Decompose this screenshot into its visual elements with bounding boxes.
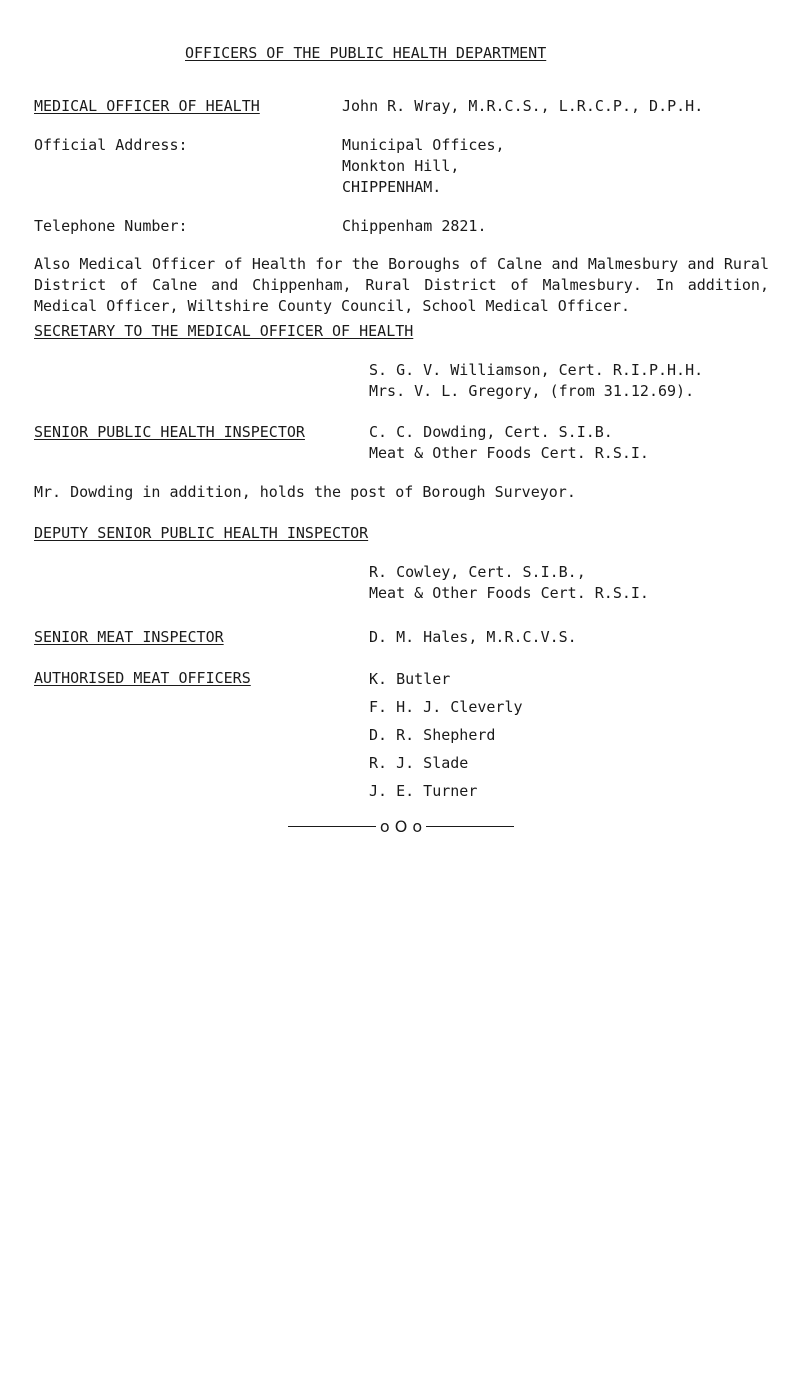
meat-officer-2: F. H. J. Cleverly — [369, 698, 523, 716]
authorised-meat-heading: AUTHORISED MEAT OFFICERS — [34, 669, 251, 687]
moh-name: John R. Wray, M.R.C.S., L.R.C.P., D.P.H. — [342, 97, 704, 115]
divider-mark: o O o — [379, 816, 423, 836]
senior-phi-note: Mr. Dowding in addition, holds the post of Borough Surveyor. — [34, 483, 576, 501]
moh-note: Also Medical Officer of Health for the Boroughs of Calne and Malmesbury and Rural District of Calne and Chippenham, Rural District of Malmesbury. In addition, Medical Officer, Wiltshire County Council, School Medical Officer. — [34, 255, 769, 315]
senior-phi-line-1: C. C. Dowding, Cert. S.I.B. — [369, 423, 613, 441]
senior-phi-heading: SENIOR PUBLIC HEALTH INSPECTOR — [34, 423, 305, 441]
telephone-label: Telephone Number: — [34, 217, 188, 235]
meat-officer-1: K. Butler — [369, 670, 451, 688]
meat-officer-3: D. R. Shepherd — [369, 726, 496, 744]
deputy-phi-line-1: R. Cowley, Cert. S.I.B., — [369, 563, 586, 581]
address-line-1: Municipal Offices, — [342, 136, 505, 154]
address-line-3: CHIPPENHAM. — [342, 178, 442, 196]
secretary-line-2: Mrs. V. L. Gregory, (from 31.12.69). — [369, 382, 695, 400]
page-title: OFFICERS OF THE PUBLIC HEALTH DEPARTMENT — [185, 44, 547, 62]
end-divider — [288, 816, 514, 836]
telephone-number: Chippenham 2821. — [342, 217, 487, 235]
moh-heading: MEDICAL OFFICER OF HEALTH — [34, 97, 260, 115]
meat-officer-4: R. J. Slade — [369, 754, 469, 772]
meat-officer-5: J. E. Turner — [369, 782, 478, 800]
senior-meat-heading: SENIOR MEAT INSPECTOR — [34, 628, 224, 646]
secretary-heading: SECRETARY TO THE MEDICAL OFFICER OF HEALTH — [34, 322, 414, 340]
senior-phi-line-2: Meat & Other Foods Cert. R.S.I. — [369, 444, 649, 462]
senior-meat-name: D. M. Hales, M.R.C.V.S. — [369, 628, 577, 646]
divider-line-left — [288, 826, 376, 827]
address-line-2: Monkton Hill, — [342, 157, 460, 175]
deputy-phi-heading: DEPUTY SENIOR PUBLIC HEALTH INSPECTOR — [34, 524, 369, 542]
deputy-phi-line-2: Meat & Other Foods Cert. R.S.I. — [369, 584, 649, 602]
secretary-line-1: S. G. V. Williamson, Cert. R.I.P.H.H. — [369, 361, 704, 379]
official-address-label: Official Address: — [34, 136, 188, 154]
divider-line-right — [426, 826, 514, 827]
